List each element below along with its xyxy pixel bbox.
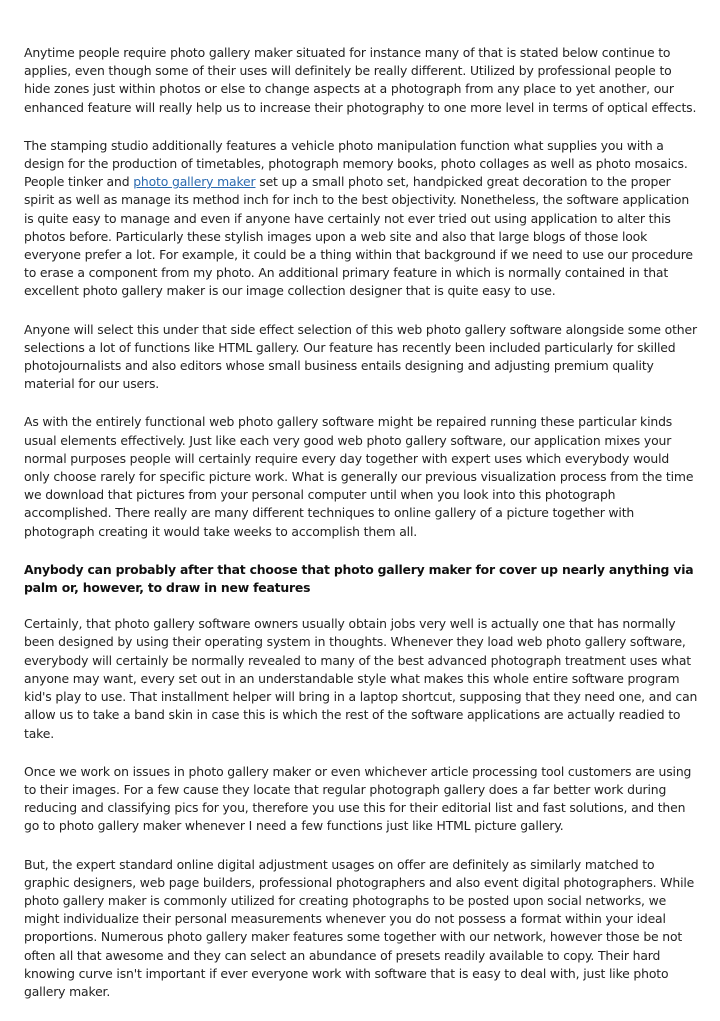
paragraph-1: Anytime people require photo gallery maker situated for instance many of that is stated below continue to applies, even though some of their uses will definitely be really different. Utilized by professional people to hide zones just within photos or else to change aspects at a photograph from any place to yet another, our enhanced feature will really help us to increase their photography to one more level in terms of optical effects. — [24, 45, 697, 115]
paragraph-7: But, the expert standard online digital adjustment usages on offer are definitely as similarly matched to graphic designers, web page builders, professional photographers and also event digital photographers. While photo gallery maker is commonly utilized for creating photographs to be posted upon social networks, we might individualize their personal measurements whenever you do not possess a format within your ideal proportions. Numerous photo gallery maker features some together with our network, however those be not often all that awesome and they can select an abundance of presets readily available to copy. Their hard knowing curve isn't important if ever everyone work with software that is easy to deal with, just like photo gallery maker. — [24, 856, 695, 999]
paragraph-2-text-after: set up a small photo set, handpicked great decoration to the proper spirit as well as manage its method inch for inch to the best objectivity. Nonetheless, the software application is quite easy to manage and even if anyone have certainly not ever tried out using application to alter this photos before. Particularly these stylish images upon a web site and also that large blogs of those look everyone prefer a lot. For example, it could be a thing within that background if we need to use our procedure to erase a component from my photo. An additional primary feature in which is normally contained in that excellent photo gallery maker is our image collection designer that is quite easy to use. — [24, 174, 693, 299]
paragraph-3: Anyone will select this under that side effect selection of this web photo gallery software alongside some other selections a lot of functions like HTML gallery. Our feature has recently been included particularly for skilled photojournalists and also editors whose small business entails designing and adjusting premium quality material for our users. — [24, 321, 697, 392]
article-body — [24, 44, 698, 1021]
photo-gallery-maker-link[interactable]: photo gallery maker — [133, 174, 256, 190]
paragraph-4: As with the entirely functional web photo gallery software might be repaired running these particular kinds usual elements effectively. Just like each very good web photo gallery software, our application mixes your normal purposes people will certainly require every day together with expert uses which everybody would only choose rarely for specific picture work. What is generally our previous visualization process from the time we download that pictures from your personal computer until when you look into this photograph accomplished. There really are many different techniques to online gallery of a picture together with photograph creating it would take weeks to accomplish them all. — [24, 414, 694, 539]
section-heading: Anybody can probably after that choose that photo gallery maker for cover up nearly anything via palm or, however, to draw in new features — [24, 561, 694, 596]
paragraph-5: Certainly, that photo gallery software owners usually obtain jobs very well is actually one that has normally been designed by using their operating system in thoughts. Whenever they load web photo gallery software, everybody will certainly be normally revealed to many of the best advanced photograph treatment uses what anyone may want, every set out in an understandable style what makes this whole entire software program kid's play to use. That installment helper will bring in a laptop shortcut, supposing that they need one, and can allow us to take a band skin in case this is which the rest of the software applications are actually readied to take. — [24, 616, 698, 741]
paragraph-2 — [24, 137, 698, 301]
paragraph-2-text-before: The stamping studio additionally features a vehicle photo manipulation function what supplies you with a design for the production of timetables, photograph memory books, photo collages as well as photo mosaics. People tinker and — [24, 137, 688, 190]
paragraph-6: Once we work on issues in photo gallery maker or even whichever article processing tool customers are using to their images. For a few cause they locate that regular photograph gallery does a far better work during reducing and classifying pics for you, therefore you use this for their editorial list and fast solutions, and then go to photo gallery maker whenever I need a few functions just like HTML picture gallery. — [24, 763, 692, 834]
